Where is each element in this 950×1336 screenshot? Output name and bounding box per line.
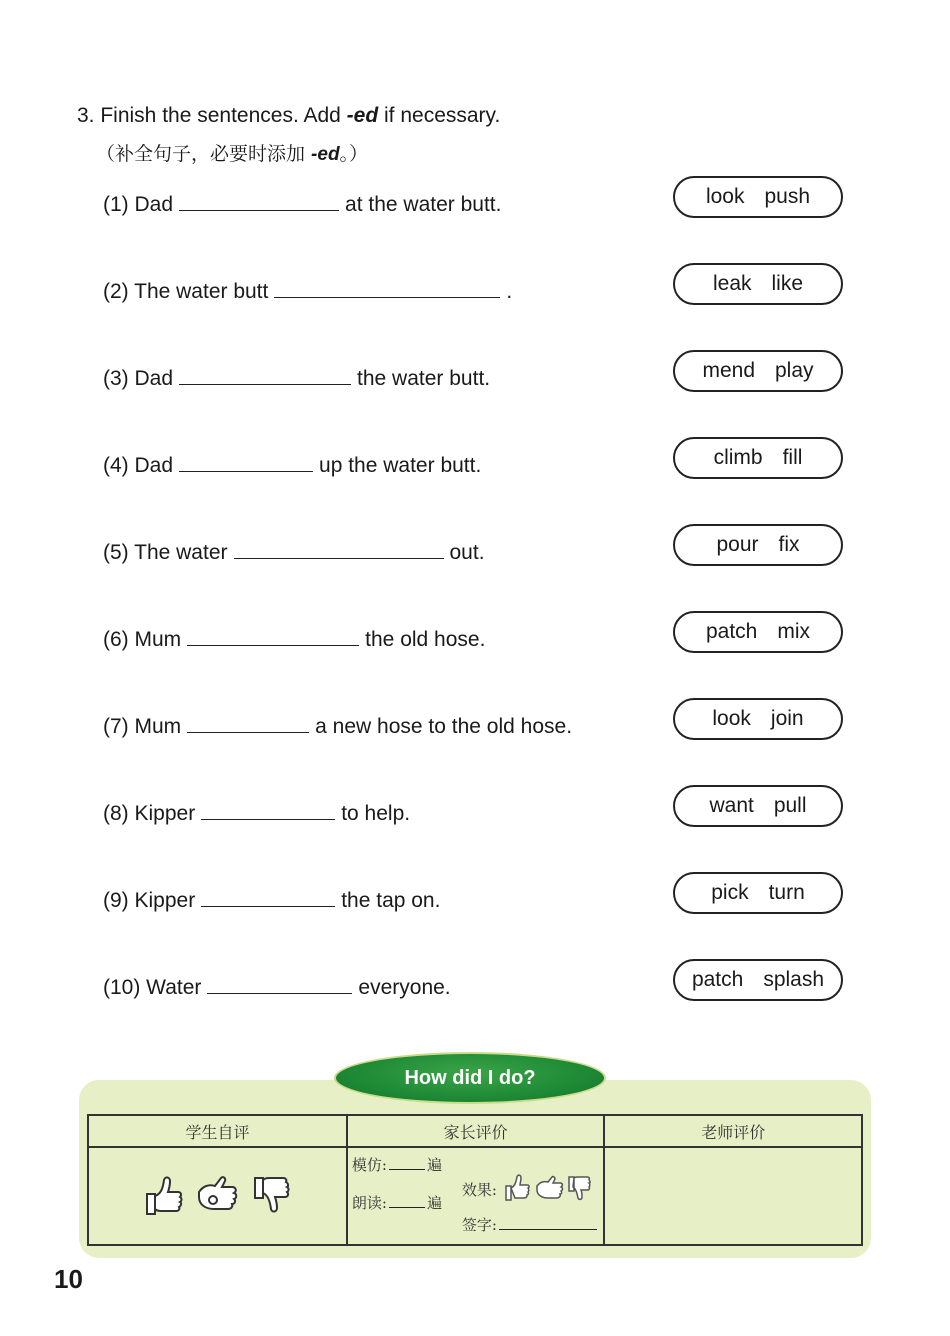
word-choice-box: pour fix bbox=[673, 524, 843, 566]
effect-field: 效果: bbox=[462, 1174, 593, 1204]
exercise-item-7 bbox=[0, 707, 950, 774]
answer-blank[interactable] bbox=[201, 801, 335, 820]
imitate-count-blank[interactable] bbox=[389, 1155, 425, 1170]
sentence: (5) The water out. bbox=[103, 541, 485, 564]
answer-blank[interactable] bbox=[234, 540, 444, 559]
exercise-item-1 bbox=[0, 185, 950, 252]
imitate-field: 模仿: 遍 bbox=[351, 1156, 442, 1174]
ok-hand-icon[interactable] bbox=[193, 1174, 243, 1218]
answer-blank[interactable] bbox=[201, 888, 335, 907]
parent-rating-cell bbox=[347, 1147, 605, 1245]
col-parent: 家长评价 bbox=[347, 1115, 605, 1147]
col-student: 学生自评 bbox=[88, 1115, 347, 1147]
col-teacher: 老师评价 bbox=[604, 1115, 862, 1147]
teacher-rating-cell[interactable] bbox=[604, 1147, 862, 1245]
sentence: (8) Kipper to help. bbox=[103, 802, 411, 825]
student-rating-cell bbox=[88, 1147, 347, 1245]
signature-blank[interactable] bbox=[499, 1215, 597, 1230]
sentence: (6) Mum the old hose. bbox=[103, 628, 486, 651]
sentence: (3) Dad the water butt. bbox=[103, 367, 491, 390]
answer-blank[interactable] bbox=[179, 366, 351, 385]
sentence: (7) Mum a new hose to the old hose. bbox=[103, 715, 573, 738]
effect-hands-icon[interactable] bbox=[503, 1174, 593, 1204]
answer-blank[interactable] bbox=[179, 453, 313, 472]
exercise-item-2 bbox=[0, 272, 950, 339]
answer-blank[interactable] bbox=[187, 627, 359, 646]
how-did-i-do-badge: How did I do? bbox=[334, 1052, 606, 1104]
signature-field: 签字: bbox=[462, 1214, 599, 1235]
word-choice-box: want pull bbox=[673, 785, 843, 827]
sentence: (9) Kipper the tap on. bbox=[103, 889, 441, 912]
exercise-subtitle: （补全句子，必要时添加 -ed。） bbox=[96, 143, 369, 165]
word-choice-box: pick turn bbox=[673, 872, 843, 914]
word-choice-box: mend play bbox=[673, 350, 843, 392]
answer-blank[interactable] bbox=[179, 192, 339, 211]
read-count-blank[interactable] bbox=[389, 1193, 425, 1208]
word-choice-box: climb fill bbox=[673, 437, 843, 479]
word-choice-box: patch mix bbox=[673, 611, 843, 653]
word-choice-box: look push bbox=[673, 176, 843, 218]
sentence: (4) Dad up the water butt. bbox=[103, 454, 482, 477]
exercise-item-9 bbox=[0, 881, 950, 948]
word-choice-box: leak like bbox=[673, 263, 843, 305]
thumbs-down-icon[interactable] bbox=[249, 1174, 293, 1218]
answer-blank[interactable] bbox=[187, 714, 309, 733]
sentence: (10) Water everyone. bbox=[103, 976, 451, 999]
answer-blank[interactable] bbox=[274, 279, 500, 298]
exercise-item-3 bbox=[0, 359, 950, 426]
word-choice-box: patch splash bbox=[673, 959, 843, 1001]
exercise-item-4 bbox=[0, 446, 950, 513]
exercise-title: 3. Finish the sentences. Add -ed if necessary. bbox=[77, 104, 501, 127]
sentence: (1) Dad at the water butt. bbox=[103, 193, 502, 216]
exercise-item-5 bbox=[0, 533, 950, 600]
page-number: 10 bbox=[54, 1264, 83, 1294]
exercise-item-10 bbox=[0, 968, 950, 1035]
exercise-item-8 bbox=[0, 794, 950, 861]
evaluation-table bbox=[87, 1114, 863, 1246]
word-choice-box: look join bbox=[673, 698, 843, 740]
thumbs-up-icon[interactable] bbox=[141, 1174, 187, 1218]
sentence: (2) The water butt . bbox=[103, 280, 513, 303]
read-aloud-field: 朗读: 遍 bbox=[351, 1194, 442, 1212]
answer-blank[interactable] bbox=[207, 975, 352, 994]
exercise-item-6 bbox=[0, 620, 950, 687]
